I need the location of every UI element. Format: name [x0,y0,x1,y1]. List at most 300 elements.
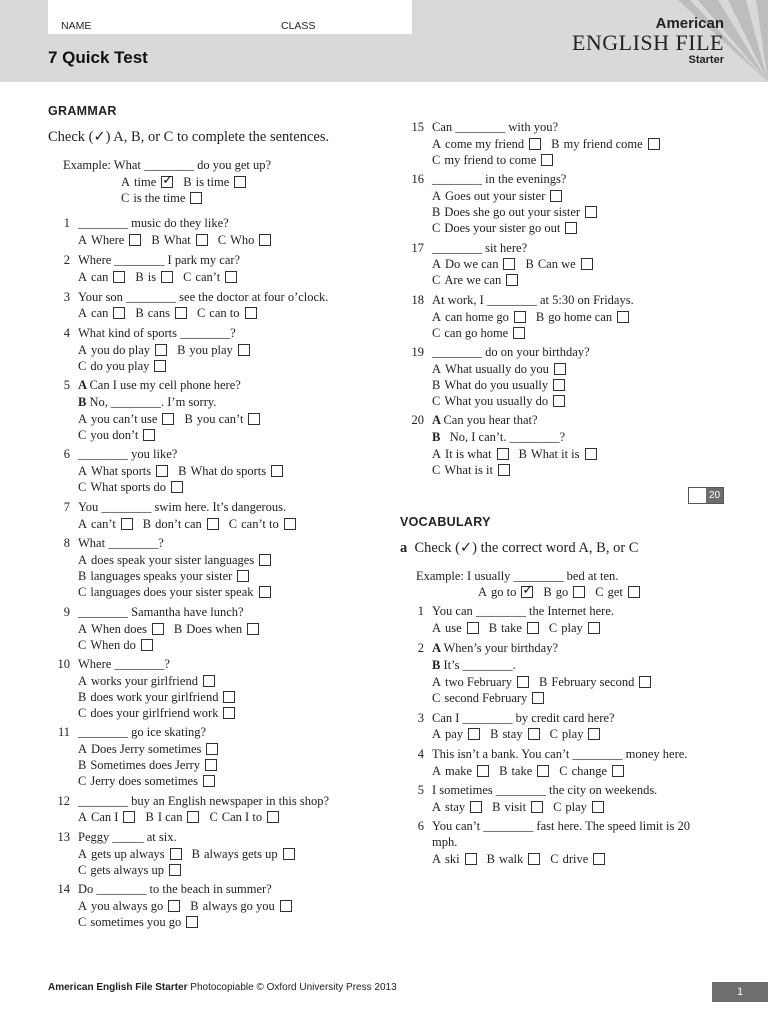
question-number: 20 [411,413,424,427]
question-number: 1 [63,216,70,230]
page-header [0,0,768,82]
option-c [550,852,615,866]
page-number: 1 [712,982,768,1002]
question-number: 6 [417,819,424,833]
option-text: What you usually do [444,394,549,408]
answer-checkbox[interactable] [573,586,585,598]
option-c [595,585,650,599]
option-text: What [163,233,191,247]
option-text: make [445,764,473,778]
option-c [432,221,587,235]
option-text: can go home [444,326,509,340]
answer-checkbox[interactable] [154,360,166,372]
option-c [432,273,528,287]
option-a [78,306,135,320]
answer-checkbox[interactable] [585,206,597,218]
option-text: Can I to [221,810,263,824]
answer-checkbox[interactable] [248,413,260,425]
answer-checkbox[interactable] [554,363,566,375]
option-b [492,800,553,814]
option-a [78,464,178,478]
option-letter: B [151,233,160,247]
option-letter: C [78,359,87,373]
answer-checkbox[interactable] [527,622,539,634]
option-letter: A [432,310,442,324]
answer-checkbox[interactable] [531,801,543,813]
answer-checkbox[interactable] [498,464,510,476]
answer-checkbox[interactable] [503,258,515,270]
option-c [78,638,163,652]
name-class-strip [48,0,412,34]
option-c [432,463,520,477]
answer-checkbox[interactable] [121,518,133,530]
question-text: Example: What ________ do you get up? [63,158,272,172]
option-c [78,480,193,494]
answer-checkbox[interactable] [280,900,292,912]
option-text: What do sports [190,464,267,478]
question-number: 4 [63,326,70,340]
answer-checkbox[interactable] [497,448,509,460]
option-a [78,270,135,284]
option-a [432,727,490,741]
option-letter: A [78,810,88,824]
option-letter: C [432,273,441,287]
option-a [432,800,492,814]
answer-checkbox[interactable] [648,138,660,150]
option-letter: A [78,899,88,913]
question-number: 17 [411,241,424,255]
option-letter: C [432,394,441,408]
option-b [135,270,183,284]
option-c [432,394,575,408]
option-text: It is what [445,447,492,461]
option-letter: C [550,852,559,866]
option-text: languages does your sister speak [90,585,254,599]
answer-checkbox[interactable] [588,728,600,740]
answer-checkbox[interactable] [267,811,279,823]
question-text: I sometimes ________ the city on weekends. [432,783,658,797]
option-a [432,764,499,778]
option-text: Sometimes does Jerry [90,758,201,772]
brand-top: American [655,15,724,32]
option-a [78,517,143,531]
answer-checkbox[interactable] [175,307,187,319]
answer-checkbox[interactable] [537,765,549,777]
answer-checkbox[interactable] [141,639,153,651]
option-b [432,205,607,219]
score-entry[interactable] [689,488,706,503]
footer [48,982,397,993]
option-letter: C [78,706,87,720]
answer-checkbox[interactable] [565,222,577,234]
option-text: play [561,727,584,741]
option-b [519,447,607,461]
option-text: I can [157,810,183,824]
speaker-letter: A [432,413,444,427]
option-text: sometimes you go [90,915,182,929]
answer-checkbox[interactable] [245,307,257,319]
answer-checkbox[interactable] [225,271,237,283]
option-text: Where [91,233,125,247]
option-text: can home go [445,310,509,324]
option-letter: B [525,257,534,271]
option-letter: B [183,175,192,189]
checked-checkbox[interactable] [521,586,533,598]
option-letter: B [145,810,154,824]
option-text: What do you usually [444,378,549,392]
option-letter: A [78,233,88,247]
option-letter: C [559,764,568,778]
question-number: 9 [63,605,70,619]
option-text: ski [445,852,460,866]
answer-checkbox[interactable] [465,853,477,865]
option-text: my friend to come [444,153,537,167]
answer-checkbox[interactable] [207,518,219,530]
option-letter: C [432,221,441,235]
answer-checkbox[interactable] [628,586,640,598]
answer-checkbox[interactable] [532,692,544,704]
option-text: can [91,270,109,284]
option-text: play [565,800,587,814]
option-letter: C [209,810,218,824]
answer-checkbox[interactable] [143,429,155,441]
option-b [525,257,602,271]
question-text: ________ in the evenings? [432,172,567,186]
answer-checkbox[interactable] [528,728,540,740]
option-letter: B [191,847,200,861]
question-text: Can ________ with you? [432,120,559,134]
option-letter: B [135,306,144,320]
answer-checkbox[interactable] [468,728,480,740]
option-letter: A [78,306,88,320]
answer-checkbox[interactable] [588,622,600,634]
option-text: cans [147,306,170,320]
option-letter: B [142,517,152,531]
option-text: is [147,270,157,284]
option-text: use [445,621,462,635]
vocabulary-instruction [400,540,638,557]
answer-checkbox[interactable] [223,707,235,719]
option-text: does speak your sister languages [91,553,255,567]
option-text: What sports do [90,480,167,494]
option-b [78,569,259,583]
answer-checkbox[interactable] [529,138,541,150]
option-b [539,675,661,689]
question-text: Your son ________ see the doctor at four o’clock. [78,290,329,304]
option-a [432,675,539,689]
question-number: 4 [417,747,424,761]
option-c [229,517,306,531]
option-letter: C [78,585,87,599]
answer-checkbox[interactable] [283,848,295,860]
answer-checkbox[interactable] [169,864,181,876]
option-c [78,706,245,720]
question-text: ________ do on your birthday? [432,345,590,359]
option-letter: B [499,764,508,778]
answer-checkbox[interactable] [223,691,235,703]
answer-checkbox[interactable] [190,192,202,204]
option-letter: B [490,727,499,741]
option-letter: B [492,800,501,814]
option-text: Can I [91,810,119,824]
answer-checkbox[interactable] [259,234,271,246]
option-a [78,343,177,357]
answer-checkbox[interactable] [113,271,125,283]
option-letter: C [217,233,227,247]
question-text: No, ________. I’m sorry. [89,395,217,409]
question-text: At work, I ________ at 5:30 on Fridays. [432,293,634,307]
option-letter: A [121,175,131,189]
brand-logo [572,16,724,66]
answer-checkbox[interactable] [171,481,183,493]
brand-sub: Starter [688,54,724,66]
option-letter: C [78,480,87,494]
option-text: always gets up [203,847,278,861]
option-a [121,175,183,189]
test-title: 7 Quick Test [48,48,148,67]
option-letter: C [432,326,441,340]
option-a [432,621,489,635]
option-letter: A [432,764,442,778]
option-a [78,553,281,567]
answer-checkbox[interactable] [593,853,605,865]
option-a [78,742,228,756]
answer-checkbox[interactable] [541,154,553,166]
answer-checkbox[interactable] [206,743,218,755]
question-number: 1 [417,604,424,618]
option-letter: A [432,800,442,814]
option-text: my friend come [563,137,643,151]
option-letter: A [78,553,88,567]
answer-checkbox[interactable] [162,413,174,425]
question-number: 7 [63,500,70,514]
option-c [209,810,289,824]
option-letter: A [432,137,442,151]
answer-checkbox[interactable] [152,623,164,635]
option-text: go home can [548,310,613,324]
option-text: When does [91,622,147,636]
question-text: ________ sit here? [432,241,528,255]
option-text: can’t [91,517,116,531]
option-b [178,464,293,478]
vocabulary-part-letter: a [400,540,408,556]
option-letter: C [78,915,87,929]
answer-checkbox[interactable] [203,775,215,787]
answer-checkbox[interactable] [517,676,529,688]
question-number: 16 [411,172,424,186]
answer-checkbox[interactable] [470,801,482,813]
option-text: Does your sister go out [444,221,561,235]
option-text: go to [491,585,517,599]
answer-checkbox[interactable] [284,518,296,530]
question-text: ________ Samantha have lunch? [78,605,244,619]
question-number: 3 [417,711,424,725]
question-number: 11 [57,725,70,739]
checked-checkbox[interactable] [161,176,173,188]
option-letter: A [78,622,88,636]
option-text: pay [445,727,464,741]
option-letter: B [518,447,527,461]
answer-checkbox[interactable] [259,586,271,598]
option-b [78,758,227,772]
speaker-letter: B [432,658,444,672]
option-letter: A [432,362,442,376]
question-text: Where ________? [78,657,170,671]
option-letter: B [551,137,560,151]
option-letter: C [78,774,87,788]
option-letter: C [432,691,441,705]
option-c [78,359,176,373]
option-text: you always go [91,899,164,913]
option-text: Are we can [444,273,502,287]
answer-checkbox[interactable] [553,395,565,407]
option-c [78,774,225,788]
answer-checkbox[interactable] [161,271,173,283]
brand-main: ENGLISH FILE [571,30,724,55]
option-c [553,800,614,814]
option-c [549,621,610,635]
option-a [432,257,525,271]
option-b [183,175,256,189]
option-text: walk [498,852,524,866]
option-text: is the time [133,191,186,205]
option-letter: B [486,852,495,866]
question-text: Can I ________ by credit card here? [432,711,615,725]
question-text: Where ________ I park my car? [78,253,241,267]
option-letter: C [553,800,562,814]
option-a [432,362,576,376]
option-b [543,585,595,599]
option-text: two February [445,675,513,689]
answer-checkbox[interactable] [234,176,246,188]
answer-checkbox[interactable] [238,344,250,356]
option-text: Does when [186,622,243,636]
option-text: does your girlfriend work [90,706,219,720]
option-letter: A [432,675,442,689]
answer-checkbox[interactable] [585,448,597,460]
answer-checkbox[interactable] [617,311,629,323]
answer-checkbox[interactable] [123,811,135,823]
question-text: What ________? [78,536,164,550]
option-c [121,191,212,205]
option-letter: B [135,270,144,284]
answer-checkbox[interactable] [467,622,479,634]
option-b [145,810,209,824]
answer-checkbox[interactable] [581,258,593,270]
option-text: What is it [444,463,493,477]
answer-checkbox[interactable] [155,344,167,356]
question-text: You ________ swim here. It’s dangerous. [78,500,287,514]
answer-checkbox[interactable] [259,554,271,566]
option-text: Goes out your sister [445,189,546,203]
answer-checkbox[interactable] [271,465,283,477]
option-letter: C [183,270,192,284]
option-b [551,137,669,151]
option-b [135,306,197,320]
question-text: What kind of sports ________? [78,326,236,340]
option-letter: B [178,464,187,478]
option-b [490,727,549,741]
answer-checkbox[interactable] [168,900,180,912]
option-text: take [511,764,533,778]
option-a [78,810,145,824]
option-letter: C [595,585,604,599]
answer-checkbox[interactable] [639,676,651,688]
answer-checkbox[interactable] [477,765,489,777]
option-text: always go you [202,899,275,913]
option-text: play [561,621,583,635]
question-text: No, I can’t. ________? [443,430,566,444]
option-c [197,306,267,320]
question-text: Peggy _____ at six. [78,830,177,844]
option-text: gets up always [91,847,165,861]
option-c [78,585,281,599]
option-text: does work your girlfriend [90,690,219,704]
answer-checkbox[interactable] [196,234,208,246]
answer-checkbox[interactable] [203,675,215,687]
option-letter: C [548,621,558,635]
speaker-letter: B [432,430,444,444]
answer-checkbox[interactable] [113,307,125,319]
option-b [489,621,549,635]
option-letter: A [432,447,442,461]
option-letter: A [478,585,488,599]
option-text: you can’t [196,412,244,426]
option-text: you can’t use [91,412,158,426]
answer-checkbox[interactable] [205,759,217,771]
option-letter: A [78,270,88,284]
question-text: You can ________ the Internet here. [432,604,615,618]
answer-checkbox[interactable] [513,327,525,339]
option-text: can to [209,306,240,320]
option-text: drive [562,852,589,866]
option-text: When do [90,638,136,652]
answer-checkbox[interactable] [129,234,141,246]
answer-checkbox[interactable] [186,916,198,928]
answer-checkbox[interactable] [592,801,604,813]
question-number: 3 [63,290,70,304]
option-b [536,310,639,324]
answer-checkbox[interactable] [514,311,526,323]
option-letter: C [78,863,87,877]
answer-checkbox[interactable] [612,765,624,777]
option-text: Can we [537,257,576,271]
answer-checkbox[interactable] [528,853,540,865]
option-text: languages speaks your sister [90,569,233,583]
answer-checkbox[interactable] [156,465,168,477]
option-b [78,690,245,704]
option-text: visit [504,800,527,814]
option-text: second February [444,691,528,705]
class-label: CLASS [281,20,316,32]
answer-checkbox[interactable] [553,379,565,391]
answer-checkbox[interactable] [506,274,518,286]
option-c [183,270,247,284]
option-letter: B [78,569,87,583]
option-letter: C [78,428,87,442]
answer-checkbox[interactable] [247,623,259,635]
option-a [432,852,487,866]
answer-checkbox[interactable] [550,190,562,202]
option-letter: A [432,189,442,203]
answer-checkbox[interactable] [187,811,199,823]
answer-checkbox[interactable] [170,848,182,860]
score-total: 20 [706,488,723,503]
answer-checkbox[interactable] [237,570,249,582]
speaker-letter: A [432,641,444,655]
option-letter: B [539,675,548,689]
option-letter: C [549,727,558,741]
